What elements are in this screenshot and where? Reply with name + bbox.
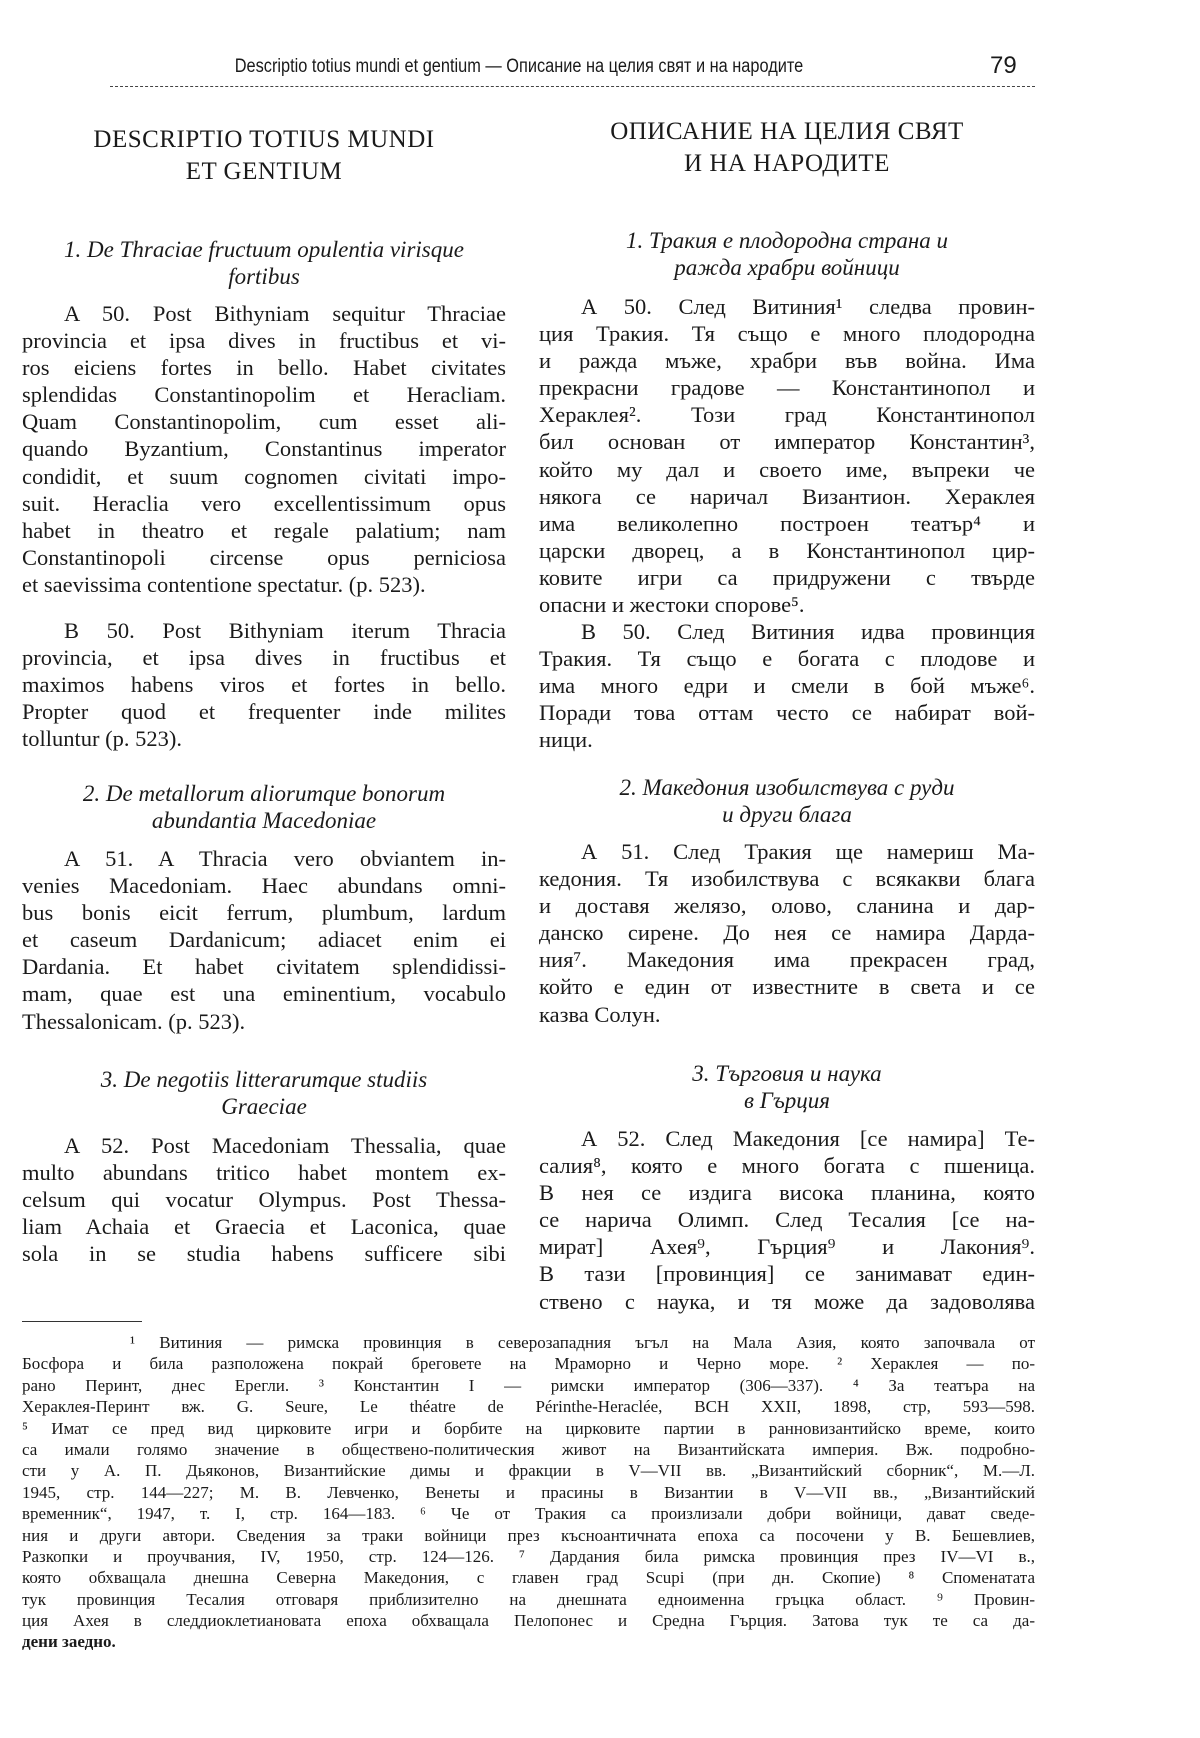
text-line: ници. [539, 727, 593, 753]
text-line: 1. Тракия е плодородна страна и [626, 228, 948, 253]
text-line: Quam Constantinopolim, cum esset ali- [22, 409, 506, 435]
text-line: 1945, стр. 144—227; М. В. Левченко, Венеты и прасины в Византии в V—VII вв., „Византийский [22, 1482, 1035, 1502]
text-line: 3. De negotiis litterarumque studiis [100, 1067, 428, 1092]
text-line: Поради това оттам често се набират вой- [539, 700, 1035, 726]
text-line: има великолепно построен театър⁴ и [539, 510, 1035, 536]
text-line: celsum qui vocatur Olympus. Post Thessa- [22, 1187, 506, 1213]
latin-title [22, 124, 506, 188]
latin-section-3-heading [22, 1066, 506, 1120]
text-line: рано Перинт, днес Ерегли. ³ Константин I — римски император (306—337). ⁴ За театъра на [22, 1375, 1035, 1395]
text-line: ⁵ Имат се пред вид цирковите игри и борбите на цирковите партии в ранновизантийско време, които [22, 1418, 1035, 1438]
text-line: А 50. След Витиния¹ следва провин- [581, 294, 1035, 319]
text-line: В 50. След Витиния идва провинция [581, 619, 1035, 644]
text-line: се нарича Олимп. След Тесалия [се на- [539, 1207, 1035, 1233]
text-line: ковите игри са придружени с твърде [539, 564, 1035, 590]
bulgarian-paragraph-a51 [539, 838, 1035, 1028]
text-line: опасни и жестоки спорове⁵. [539, 592, 805, 618]
text-line: кедония. Тя изобилствува с всякакви блага [539, 866, 1035, 892]
text-line: Thessalonicam. (p. 523). [22, 1008, 246, 1034]
text-line: bus bonis eicit ferrum, plumbum, lardum [22, 900, 506, 926]
latin-paragraph-a51 [22, 845, 506, 1035]
text-line: venies Macedoniam. Haec abundans omni- [22, 873, 506, 899]
text-line: splendidas Constantinopolim et Heracliam. [22, 382, 506, 408]
latin-paragraph-a52 [22, 1132, 506, 1267]
text-line: в Гърция [744, 1088, 830, 1113]
text-line: и доставя желязо, олово, сланина и дар- [539, 893, 1035, 919]
latin-section-2-heading [22, 780, 506, 834]
text-line: има много едри и смели в бой мъже⁶. [539, 673, 1035, 699]
latin-paragraph-b50 [22, 617, 506, 752]
bulgarian-section-3-heading [539, 1060, 1035, 1114]
text-line: данско сирене. До нея се намира Дарда- [539, 920, 1035, 946]
text-line: царски дворец, а в Константинопол цир- [539, 537, 1035, 563]
text-line: който е един от известните в света и се [539, 974, 1035, 1000]
text-line: multo abundans tritico habet montem ex- [22, 1160, 506, 1186]
bulgarian-paragraph-b50 [539, 618, 1035, 753]
text-line: ражда храбри войници [674, 255, 900, 280]
text-line: която обхващала днешна Северна Македония, с главен град Scupi (при дн. Скопие) ⁸ Споменатата [22, 1568, 1035, 1588]
text-line: са имали голямо значение в обществено-политическия живот на Византийската империя. Вж. подробно- [22, 1439, 1035, 1459]
text-line: сти у А. П. Дьяконов, Византийские димы и фракции в V—VII вв. „Византийский сборник“, М.—Л. [22, 1461, 1035, 1481]
text-line: Propter quod et frequenter inde milites [22, 699, 506, 725]
bulgarian-section-2-heading [539, 774, 1035, 828]
text-line: салия⁸, която е много богата с пшеница. [539, 1153, 1035, 1179]
text-line: tolluntur (p. 523). [22, 726, 182, 752]
bulgarian-title [539, 116, 1035, 180]
text-line: В тази [провинция] се занимават един- [539, 1261, 1035, 1287]
text-line: някога се наричал Византион. Хераклея [539, 483, 1035, 509]
text-line: A 51. A Thracia vero obviantem in- [64, 846, 506, 871]
text-line: и други блага [722, 802, 852, 827]
text-line: Босфора и била разположена покрай бреговете на Мраморно и Черно море. ² Хераклея — по- [22, 1354, 1035, 1374]
bulgarian-paragraph-a50 [539, 293, 1035, 618]
text-line: 2. Македония изобилствува с руди [619, 775, 955, 800]
text-line: fortibus [228, 264, 300, 289]
footnote-rule [22, 1321, 142, 1322]
text-line: ция Тракия. Тя също е много плодородна [539, 321, 1035, 347]
text-line: suit. Heraclia vero excellentissimum opus [22, 490, 506, 516]
text-line: А 51. След Тракия ще намериш Ма- [581, 839, 1035, 864]
text-line: ния⁷. Македония има прекрасен град, [539, 947, 1035, 973]
text-line: Разкопки и проучвания, IV, 1950, стр. 124—126. ⁷ Дардания била римска провинция през IV—VI в., [22, 1546, 1035, 1566]
text-line: ros eiciens fortes in bello. Habet civitates [22, 355, 506, 381]
footnotes [22, 1332, 1035, 1653]
text-line: mam, quae est una eminentium, vocabulo [22, 981, 506, 1007]
text-line: 3. Търговия и наука [692, 1061, 882, 1086]
text-line: provincia et ipsa dives in fructibus et vi- [22, 328, 506, 354]
text-line: A 52. Post Macedoniam Thessalia, quae [64, 1133, 506, 1158]
text-line: provincia, et ipsa dives in fructibus et [22, 645, 506, 671]
latin-paragraph-a50 [22, 300, 506, 598]
text-line: A 50. Post Bithyniam sequitur Thraciae [64, 301, 506, 326]
page-number: 79 [990, 52, 1017, 79]
text-line: sola in se studia habens sufficere sibi [22, 1241, 506, 1267]
bulgarian-title-line: ОПИСАНИЕ НА ЦЕЛИЯ СВЯТ [610, 118, 964, 145]
text-line: бил основан от император Константин³, [539, 429, 1035, 455]
text-line: habet in theatro et regale palatium; nam [22, 517, 506, 543]
text-line: abundantia Macedoniae [151, 808, 377, 833]
latin-section-1-heading [22, 236, 506, 290]
text-line: ция Ахея в следдиоклетиановата епоха обхващала Пелопонес и Средна Гърция. Затова тук те са да- [22, 1611, 1035, 1631]
text-line: който му дал и своето име, въпреки че [539, 456, 1035, 482]
text-line: maximos habens viros et fortes in bello. [22, 672, 506, 698]
text-line: временник“, 1947, т. I, стр. 164—183. ⁶ Че от Тракия са произлизали добри войници, дават сведе- [22, 1504, 1035, 1524]
text-line: дени заедно. [22, 1632, 116, 1652]
text-line: А 52. След Македония [се намира] Те- [581, 1126, 1035, 1151]
text-line: Dardania. Et habet civitatem splendidissi- [22, 954, 506, 980]
header-rule [110, 86, 1035, 87]
text-line: казва Солун. [539, 1001, 661, 1027]
text-line: 1. De Thraciae fructuum opulentia virisque [64, 237, 464, 262]
text-line: ствено с наука, и тя може да задоволява [539, 1288, 1035, 1314]
latin-title-line: ET GENTIUM [185, 158, 343, 185]
text-line: ¹ Витиния — римска провинция в северозападния ъгъл на Мала Азия, която започвала от [130, 1333, 1035, 1352]
text-line: 2. De metallorum aliorumque bonorum [82, 781, 446, 806]
text-line: condidit, et suum cognomen civitati impo- [22, 463, 506, 489]
text-line: прекрасни градове — Константинопол и [539, 375, 1035, 401]
text-line: Constantinopoli circense opus perniciosa [22, 544, 506, 570]
bulgarian-section-1-heading [539, 227, 1035, 281]
text-line: et saevissima contentione spectatur. (p. 523). [22, 571, 426, 597]
bulgarian-title-line: И НА НАРОДИТЕ [684, 150, 890, 177]
text-line: et caseum Dardanicum; adiacet enim ei [22, 927, 506, 953]
running-title: Descriptio totius mundi et gentium — Описание на целия свят и на народите [234, 56, 804, 77]
bulgarian-paragraph-a52 [539, 1125, 1035, 1315]
text-line: ния и други автори. Сведения за траки войници през късноантичната епоха са посочени у В. Бешевлиев, [22, 1525, 1035, 1545]
text-line: мират] Ахея⁹, Гърция⁹ и Лакония⁹. [539, 1234, 1035, 1260]
text-line: Хераклея². Този град Константинопол [539, 402, 1035, 428]
text-line: quando Byzantium, Constantinus imperator [22, 436, 506, 462]
latin-title-line: DESCRIPTIO TOTIUS MUNDI [93, 126, 435, 153]
text-line: B 50. Post Bithyniam iterum Thracia [64, 618, 506, 643]
text-line: Graeciae [221, 1094, 307, 1119]
text-line: liam Achaia et Graecia et Laconica, quae [22, 1214, 506, 1240]
text-line: Хераклея-Перинт вж. G. Seure, Le théatre de Périnthe-Heraclée, BCH XXII, 1898, стр, 593—598. [22, 1397, 1035, 1417]
text-line: Тракия. Тя също е богата с плодове и [539, 646, 1035, 672]
text-line: В нея се издига висока планина, която [539, 1180, 1035, 1206]
text-line: и ражда мъже, храбри във война. Има [539, 348, 1035, 374]
text-line: тук провинция Тесалия отговаря приблизително на днешната едноименна гръцка област. ⁹ Провин- [22, 1589, 1035, 1609]
